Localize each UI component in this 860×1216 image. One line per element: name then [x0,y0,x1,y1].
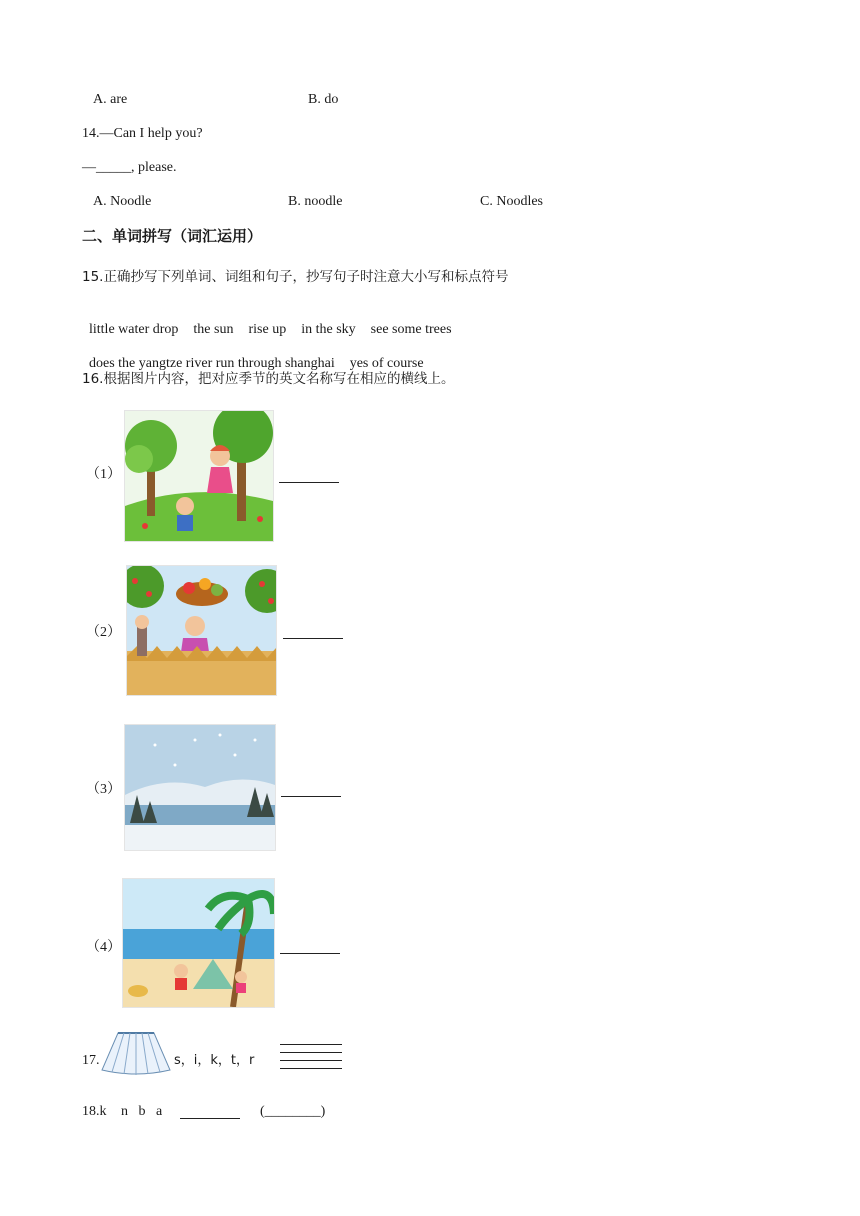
q14-option-b: B. noodle [288,194,343,209]
word-item: rise up [248,322,287,337]
q14-option-c: C. Noodles [480,194,543,209]
q18-answer-blank[interactable] [180,1118,240,1119]
q14-answer-line: —_____, please. [82,160,177,175]
q17-letters: s，i，k，t，r [174,1053,255,1068]
answer-blank-3[interactable] [281,796,341,797]
autumn-picture [126,565,277,696]
answer-blank-1[interactable] [279,482,339,483]
q13-option-a: A. are [93,92,128,107]
q15-sentences [82,337,424,373]
skirt-icon [100,1030,172,1076]
q16-label-1: （1） [86,467,121,482]
q18-letters: n b a [121,1104,163,1119]
spring-picture [124,410,274,542]
word-item: see some trees [370,322,452,337]
word-item: little water drop [89,322,179,337]
q15-words [82,303,452,339]
four-line-grid[interactable] [280,1044,342,1069]
winter-picture [124,724,276,851]
q13-option-b: B. do [308,92,339,107]
q18-number: 18.k [82,1104,107,1119]
q17-number: 17. [82,1053,100,1068]
answer-blank-4[interactable] [280,953,340,954]
q14-option-a: A. Noodle [93,194,152,209]
word-item: the sun [193,322,234,337]
sentence-item: yes of course [349,356,424,371]
answer-blank-2[interactable] [283,638,343,639]
q16-label-2: （2） [86,625,121,640]
q15-prompt: 15.正确抄写下列单词、词组和句子，抄写句子时注意大小写和标点符号 [82,269,509,285]
section-title: 二、单词拼写（词汇运用） [82,227,263,245]
q14-prompt: 14.—Can I help you? [82,126,203,141]
q16-prompt: 16.根据图片内容，把对应季节的英文名称写在相应的横线上。 [82,371,455,387]
sentence-item: does the yangtze river run through shanghai [89,356,335,371]
q16-label-3: （3） [86,782,121,797]
word-item: in the sky [301,322,356,337]
summer-picture [122,878,275,1008]
q16-label-4: （4） [86,940,121,955]
q18-paren-blank[interactable]: (________) [260,1104,326,1119]
